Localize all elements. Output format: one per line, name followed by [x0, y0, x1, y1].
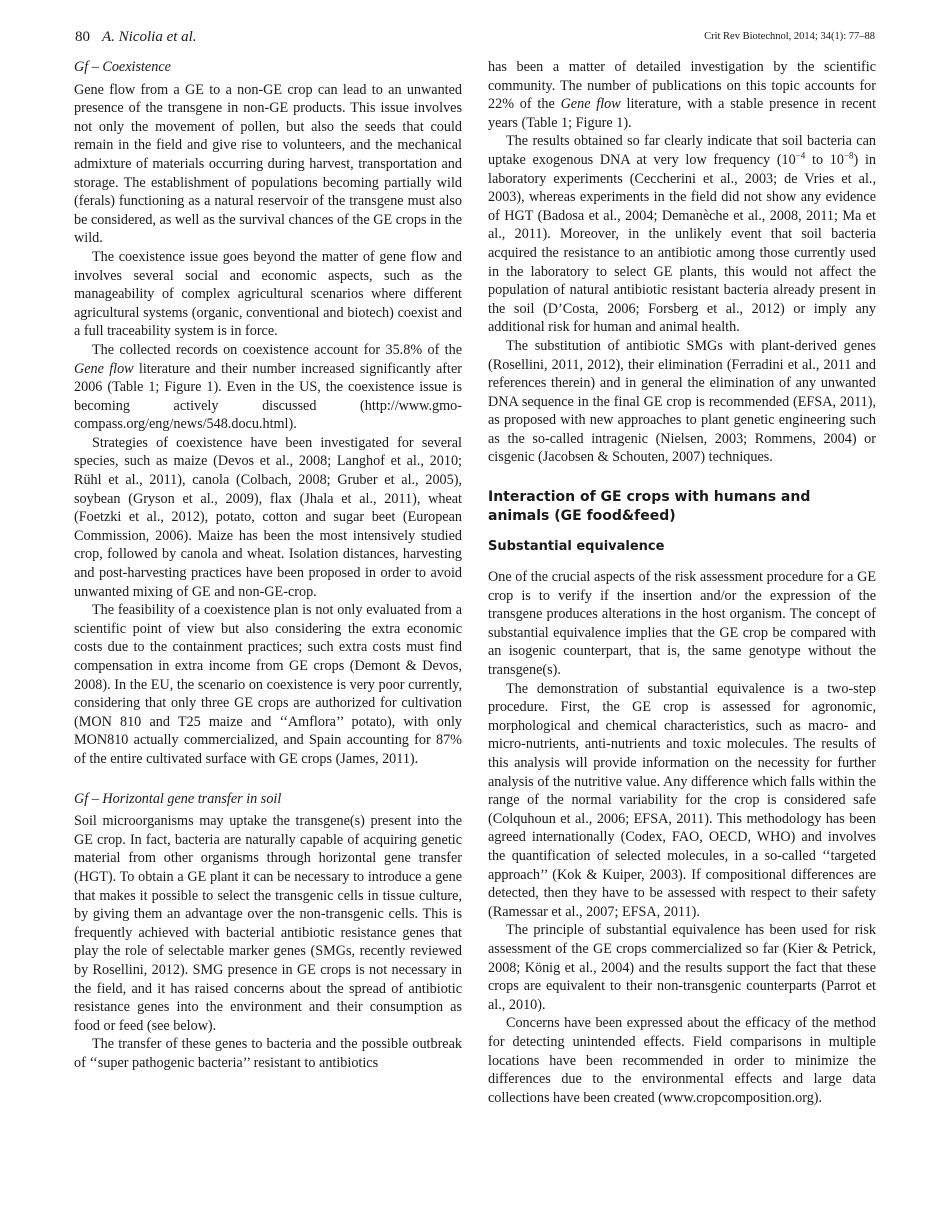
left-column: [74, 58, 462, 1072]
paragraph: Soil microorganisms may uptake the transgene(s) present into the GE crop. In fact, bacteria are naturally capable of acquiring genetic material from other organisms through horizontal gene transfer (HGT). To obtain a GE plant it can be necessary to introduce a gene that makes it possible to select the transgenic cells in tissue culture, by giving them an advantage over the non-transgenic cells. This is frequently achieved with bacterial antibiotic resistance genes that play the role of selectable marker genes (SMGs, recently reviewed by Rosellini, 2012). SMG presence in GE crops is not necessary in the field, and it has raised concerns about the spread of antibiotic resistance genes into the environment and their consumption as food or feed (see below).: [74, 813, 462, 1034]
paragraph: has been a matter of detailed investigation by the scientific community. The number of publications on this topic accounts for 22% of the Gene flow literature, with a stable presence in recent years (Table 1; Figure 1).: [488, 59, 877, 131]
right-column: [488, 58, 876, 1107]
paragraph: Strategies of coexistence have been investigated for several species, such as maize (Devos et al., 2008; Langhof et al., 2010; Rühl et al., 2011), canola (Colbach, 2008; Gruber et al., 2005), soybean (Gryson et al., 2009), flax (Jhala et al., 2011), wheat (Foetzki et al., 2012), potato, cotton and sugar beet (European Commission, 2006). Maize has been the most intensively studied crop, followed by canola and wheat. Isolation distances, harvesting and post-harvesting practices have been proposed in order to avoid unwanted mixing of GE and non-GE-crop.: [74, 434, 462, 600]
paragraph: The results obtained so far clearly indicate that soil bacteria can uptake exogenous DNA at very low frequency ($10^{-4}$ to $10^{-8}$) in laboratory experiments (Ceccherini et al., 2003; de Vries et al., 2003), whereas experiments in the field did not show any evidence of HGT (Badosa et al., 2004; Demanèche et al., 2008, 2011; Ma et al., 2011). Moreover, in the unlikely event that soil bacteria acquired the resistance to an antibiotic among those currently used in the laboratory to select GE plants, this would not affect the population of natural antibiotic resistant bacteria already present in the soil (D’Costa, 2006; Forsberg et al., 2012) or imply any additional risk for human and animal health.: [488, 133, 876, 336]
page-number: 80: [75, 29, 90, 45]
running-header: [75, 29, 875, 49]
paragraph: The transfer of these genes to bacteria and the possible outbreak of ‘‘super pathogenic bacteria’’ resistant to antibiotics: [74, 1036, 462, 1071]
paragraph: The feasibility of a coexistence plan is not only evaluated from a scientific point of view but also considering the extra economic costs due to the containment practices; such extra costs must find compensation in extra income from GE crops (Demont & Devos, 2008). In the EU, the scenario on coexistence is very poor currently, considering that only three GE crops are authorized for cultivation (MON 810 and T25 maize and ‘‘Amflora’’ potato), with only MON810 actually commercialized, and Spain accounting for 87% of the entire cultivated surface with GE crops (James, 2011).: [74, 602, 462, 767]
section-heading: Interaction of GE crops with humans and animals (GE food&feed): [488, 489, 811, 525]
coexistence-heading: Gf – Coexistence: [74, 59, 171, 75]
paragraph: The substitution of antibiotic SMGs with plant-derived genes (Rosellini, 2011, 2012), their elimination (Ferradini et al., 2011 and references therein) and in general the elimination of any unwanted DNA sequence in the final GE crop is recommended (EFSA, 2011), as proposed with new approaches to plant genetic engineering such as the so-called intragenic (Nielsen, 2003; Rommens, 2004) or cisgenic (Jacobsen & Schouten, 2007) techniques.: [488, 337, 876, 466]
header-left: [75, 29, 197, 46]
paragraph: The demonstration of substantial equivalence is a two-step procedure. First, the GE crop is assessed for agronomic, morphological and chemical characteristics, such as macro- and micro-nutrients, anti-nutrients and toxic molecules. The results of this analysis will provide information on the necessity for further analysis of the nutritive value. Any difference which falls within the range of the normal variability for the crop is considered safe (Colquhoun et al., 2006; EFSA, 2011). This methodology has been agreed internationally (Codex, FAO, OECD, WHO) and involves the quantification of selected molecules, in a so-called ‘‘targeted approach’’ (Kok & Kuiper, 2003). If compositional differences are detected, then they have to be assessed with respect to their safety (Ramessar et al., 2007; EFSA, 2011).: [488, 680, 876, 920]
hgt-heading: Gf – Horizontal gene transfer in soil: [74, 790, 282, 807]
journal-citation: Crit Rev Biotechnol, 2014; 34(1): 77–88: [704, 31, 875, 42]
subsection-heading: Substantial equivalence: [488, 539, 665, 555]
paragraph: Concerns have been expressed about the efficacy of the method for detecting unintended effects. Field comparisons in multiple locations have been recommended in order to minimize the differences due to the environmental effects and large data collections have been created (www.cropcomposition.org).: [488, 1015, 876, 1106]
paragraph: The coexistence issue goes beyond the matter of gene flow and involves several social and economic aspects, such as the manageability of complex agricultural scenarios where different agricultural systems (organic, conventional and biotech) coexist and a full traceability system is in force.: [74, 248, 462, 340]
paragraph: Gene flow from a GE to a non-GE crop can lead to an unwanted presence of the transgene in non-GE products. This issue involves not only the movement of pollen, but also the seeds that could remain in the field and give rise to volunteers, and the mechanical admixture of materials occurring during harvest, transportation and storage. The establishment of populations becoming partially wild (ferals) functioning as a natural reservoir of the transgene must also be considered, as well as the survival chances of the GE crops in the wild.: [74, 81, 462, 247]
paragraph: One of the crucial aspects of the risk assessment procedure for a GE crop is to verify if the insertion and/or the expression of the transgene produces alterations in the host organism. The concept of substantial equivalence implies that the GE crop be compared with an isogenic counterpart, that is, the same genotype without the transgene(s).: [488, 569, 876, 679]
paragraph: The principle of substantial equivalence has been used for risk assessment of the GE crops commercialized so far (Kier & Petrick, 2008; König et al., 2004) and the results support the fact that these crops are equivalent to their non-transgenic counterparts (Parrot et al., 2010).: [488, 922, 876, 1013]
header-authors: A. Nicolia et al.: [102, 29, 197, 45]
paragraph: The collected records on coexistence account for 35.8% of the Gene flow literature and their number increased significantly after 2006 (Table 1; Figure 1). Even in the US, the coexistence issue is becoming actively discussed (http://www.gmo-compass.org/eng/news/548.docu.html).: [74, 341, 462, 433]
